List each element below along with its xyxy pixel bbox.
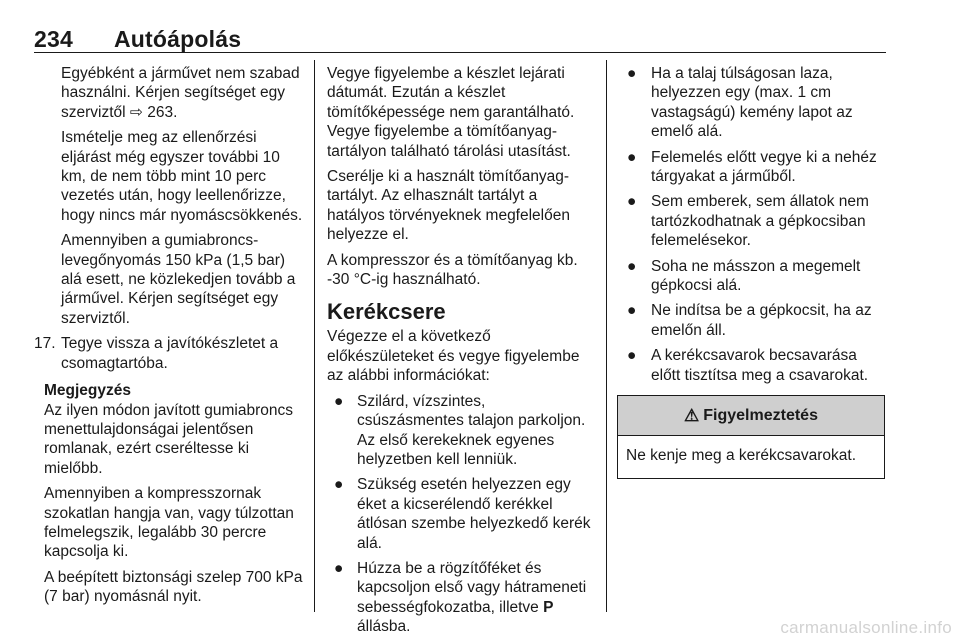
bullet-icon: ●: [334, 392, 344, 410]
note-paragraph: Amennyiben a kompresszornak szokatlan hangja van, vagy túlzottan felmelegszik, legalább 30 percre kapcsolja ki.: [44, 485, 294, 561]
bullet-list: [617, 64, 889, 385]
page-number: 234: [34, 26, 73, 52]
section-heading: Kerékcsere: [327, 299, 446, 325]
intro-paragraph: Végezze el a következő előkészületeket és vegye figyelembe az alábbi információkat:: [327, 328, 580, 385]
step-17: [34, 334, 304, 373]
bullet-icon: ●: [627, 257, 637, 275]
page-title: Autóápolás: [114, 26, 242, 52]
list-item: ● Soha ne másszon a megemelt gépkocsi alá.: [627, 257, 861, 295]
list-item: ● Szükség esetén helyezzen egy éket a kicserélendő kerékkel átlósan szembe helyezkedő kerék alá.: [334, 476, 591, 552]
list-item: ● Húzza be a rögzítőféket és kapcsoljon első vagy hátrameneti sebességfokozatba, illetve P állásba.: [334, 559, 587, 636]
column-divider-1: [314, 60, 315, 612]
page-reference[interactable]: 263.: [147, 103, 178, 121]
column-middle: [327, 64, 592, 642]
column-divider-2: [606, 60, 607, 612]
warning-box: [617, 395, 885, 478]
page-reference-arrow-icon[interactable]: ⇨: [129, 103, 143, 121]
list-item: ● Ne indítsa be a gépkocsit, ha az emelőn áll.: [627, 302, 872, 339]
paragraph: Cserélje ki a használt tömítőanyag-tartályt. Az elhasznált tartályt a hatályos törvényeknek megfelelően helyezze el.: [327, 168, 570, 244]
list-item: ● A kerékcsavarok becsavarása előtt tisztítsa meg a csavarokat.: [627, 347, 869, 384]
bullet-icon: ●: [627, 65, 637, 82]
bullet-list: [327, 392, 592, 637]
page-header: [34, 26, 886, 52]
note-paragraph: A beépített biztonsági szelep 700 kPa (7 bar) nyomásnál nyit.: [44, 568, 303, 606]
warning-text: Ne kenje meg a kerékcsavarokat.: [626, 447, 857, 465]
paragraph: Egyébként a járművet nem szabad használni. Kérjen segítséget egy szerviztől ⇨ 263.: [61, 65, 300, 121]
list-item: ● Szilárd, vízszintes, csúszásmentes talajon parkoljon. Az első kerekeknek egyenes helyzetben kell lenniük.: [334, 392, 586, 468]
bullet-icon: ●: [334, 559, 344, 577]
column-left: [34, 64, 304, 613]
bullet-icon: ●: [627, 347, 637, 365]
warning-title: Figyelmeztetés: [703, 406, 818, 424]
list-item: ● Sem emberek, sem állatok nem tartózkodhatnak a gépkocsiban felemelésekor.: [627, 193, 869, 250]
note-label: Megjegyzés: [44, 382, 132, 400]
watermark: carmanualsonline.info: [780, 618, 952, 637]
list-item: ● Ha a talaj túlságosan laza, helyezzen egy (max. 1 cm vastagságú) kemény lapot az emelő alá.: [627, 65, 853, 141]
bullet-icon: ●: [627, 148, 637, 166]
warning-triangle-icon: ⚠: [684, 405, 700, 425]
paragraph: Ismételje meg az ellenőrzési eljárást még egyszer további 10 km, de nem több mint 10 perc vezetés után, hogy leellenőrizze, hogy nincs már nyomáscsökkenés.: [61, 129, 303, 224]
step-number: 17.: [34, 335, 56, 353]
paragraph: A kompresszor és a tömítőanyag kb. -30 °C-ig használható.: [327, 251, 578, 289]
bullet-icon: ●: [627, 193, 637, 211]
warning-header: [618, 396, 884, 436]
step-text: Tegye vissza a javítókészletet a csomagtartóba.: [61, 335, 279, 372]
paragraph: Amennyiben a gumiabroncs-levegőnyomás 150 kPa (1,5 bar) alá esett, ne közlekedjen tovább a járművel. Kérjen segítséget egy szerviztől.: [61, 232, 296, 327]
header-rule: [34, 52, 886, 53]
bullet-icon: ●: [627, 302, 637, 320]
list-item: ● Felemelés előtt vegye ki a nehéz tárgyakat a járműből.: [627, 148, 877, 186]
column-right: [617, 64, 889, 479]
note-paragraph: Az ilyen módon javított gumiabroncs menettulajdonságai jelentősen romlanak, ezért cseréltesse ki mielőbb.: [44, 401, 293, 477]
note-block: [34, 381, 304, 606]
bullet-icon: ●: [334, 476, 344, 494]
paragraph: Vegye figyelembe a készlet lejárati dátumát. Ezután a készlet tömítőképessége nem garantálható. Vegye figyelembe a tömítőanyag-tartályon található tárolási utasítást.: [327, 65, 575, 160]
